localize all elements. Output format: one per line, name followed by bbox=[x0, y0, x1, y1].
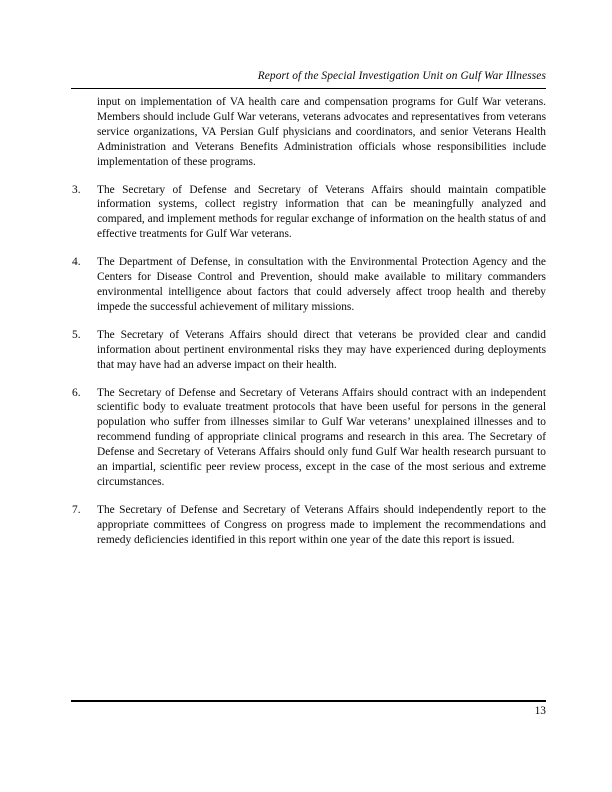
item-text: The Secretary of Defense and Secretary of Veterans Affairs should independently report to the appropriate committees of Congress on progress made to implement the recommendations and remedy deficiencies identified in this report within one year of the date this report is issued. bbox=[97, 503, 546, 546]
item-number: 5. bbox=[72, 328, 81, 341]
intro-paragraph: input on implementation of VA health care and compensation programs for Gulf War veterans. Members should include Gulf War veterans, veterans advocates and representatives from veterans service organizations, VA Persian Gulf physicians and coordinators, and senior Veterans Health Administration and Veterans Benefits Administration officials whose responsibilities include implementation of these programs. bbox=[97, 96, 546, 168]
page-body bbox=[71, 95, 546, 561]
header-rule bbox=[71, 88, 546, 90]
item-text: The Department of Defense, in consultation with the Environmental Protection Agency and the Centers for Disease Control and Prevention, should make available to military commanders environmental intelligence about factors that could adversely affect troop health and thereby impede the successful achievement of military missions. bbox=[97, 256, 546, 313]
running-header-title: Report of the Special Investigation Unit on Gulf War Illnesses bbox=[257, 70, 546, 82]
list-item-3 bbox=[71, 183, 546, 243]
item-number: 6. bbox=[72, 386, 81, 399]
item-text: The Secretary of Defense and Secretary of Veterans Affairs should contract with an independent scientific body to evaluate treatment protocols that have been useful for persons in the general population who suffer from illnesses similar to Gulf War veterans’ unexplained illnesses and to recommend funding of appropriate clinical programs and research in this area. The Secretary of Defense and Secretary of Veterans Affairs should only fund Gulf War health research pursuant to an impartial, scientific peer review process, except in the case of the most serious and extreme circumstances. bbox=[97, 386, 546, 488]
item-text: The Secretary of Veterans Affairs should direct that veterans be provided clear and candid information about pertinent environmental risks they may have experienced during deployments that may have had an adverse impact on their health. bbox=[97, 328, 546, 371]
footer-rule bbox=[71, 700, 546, 702]
item-text: The Secretary of Defense and Secretary of Veterans Affairs should maintain compatible information systems, collect registry information that can be meaningfully analyzed and compared, and implement methods for regular exchange of information on the health status of and effective treatments for Gulf War veterans. bbox=[97, 183, 546, 241]
list-item-5 bbox=[71, 328, 546, 373]
item-number: 7. bbox=[72, 503, 81, 516]
list-item-7 bbox=[71, 503, 546, 548]
item-number: 3. bbox=[72, 183, 81, 196]
list-item-6 bbox=[71, 386, 546, 490]
page-number: 13 bbox=[534, 705, 546, 717]
list-item-4 bbox=[71, 255, 546, 315]
item-number: 4. bbox=[72, 256, 81, 269]
